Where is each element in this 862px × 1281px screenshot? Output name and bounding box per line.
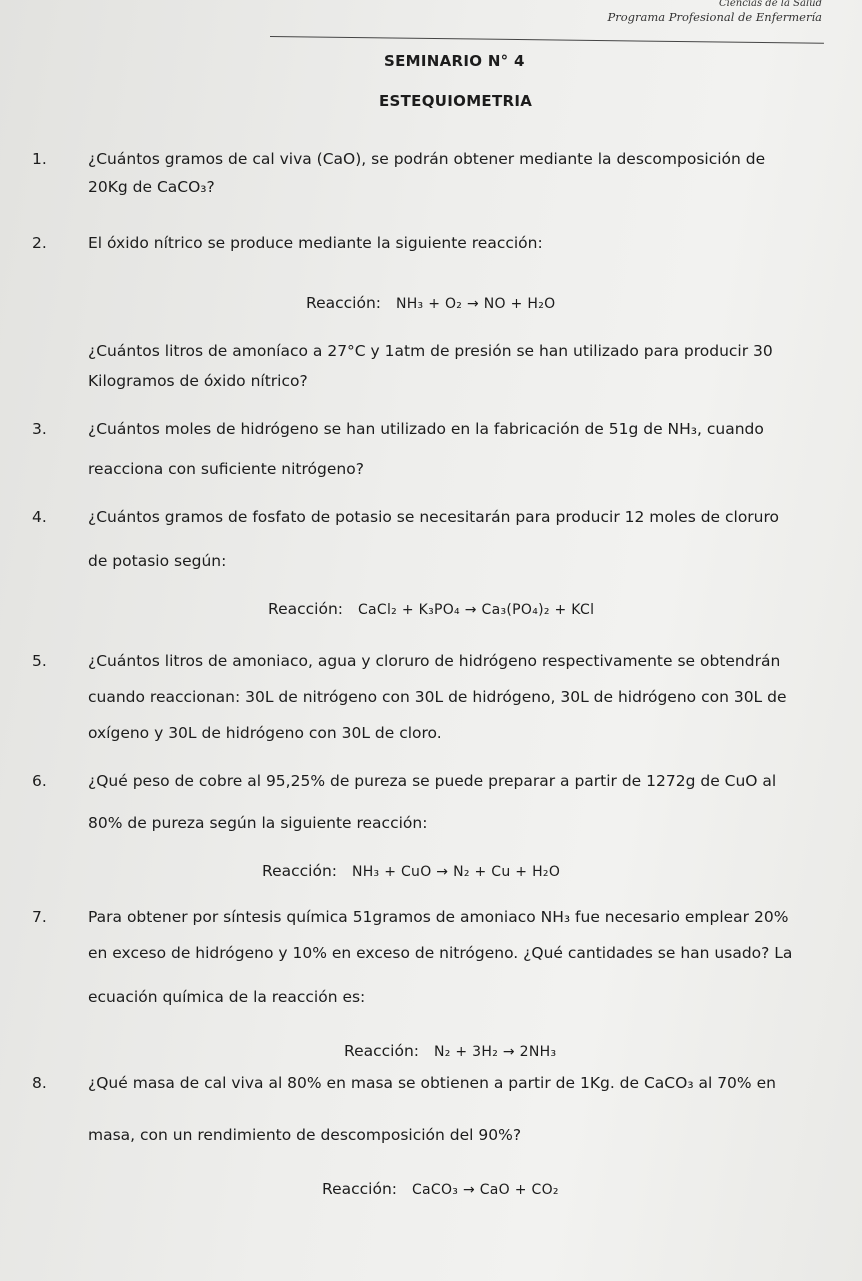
question-number: 4. [32,508,47,526]
question-line: Kilogramos de óxido nítrico? [88,372,308,390]
reaction-label: Reacción: [322,1180,397,1198]
reaction-label: Reacción: [306,294,381,312]
question-line: ¿Cuántos gramos de fosfato de potasio se necesitarán para producir 12 moles de cloruro [88,508,780,526]
question-line: masa, con un rendimiento de descomposición del 90%? [88,1126,522,1144]
question-line: reacciona con suficiente nitrógeno? [88,460,364,478]
question-line: cuando reaccionan: 30L de nitrógeno con 30L de hidrógeno, 30L de hidrógeno con 30L de [88,688,787,706]
program-header: Programa Profesional de Enfermería [607,10,822,24]
reaction-equation: N₂ + 3H₂ → 2NH₃ [433,1044,557,1060]
question-number: 1. [32,150,47,168]
reaction [262,862,560,880]
question-line: 80% de pureza según la siguiente reacción: [88,814,428,832]
reaction-equation: NH₃ + CuO → N₂ + Cu + H₂O [351,864,561,880]
question-line: ¿Cuántos litros de amoniaco, agua y cloruro de hidrógeno respectivamente se obtendrán [88,652,781,670]
reaction-equation: CaCO₃ → CaO + CO₂ [411,1182,559,1198]
reaction-equation: CaCl₂ + K₃PO₄ → Ca₃(PO₄)₂ + KCl [357,602,595,618]
question-line: ¿Qué peso de cobre al 95,25% de pureza se puede preparar a partir de 1272g de CuO al [88,772,777,790]
question-line: 20Kg de CaCO₃? [88,178,215,196]
reaction-label: Reacción: [262,862,337,880]
seminar-title: SEMINARIO N° 4 [384,52,525,70]
institution-header: Ciencias de la Salud [719,0,822,9]
question-number: 3. [32,420,47,438]
reaction [306,294,555,312]
reaction [268,600,594,618]
question-line: oxígeno y 30L de hidrógeno con 30L de cloro. [88,724,442,742]
question-number: 2. [32,234,47,252]
topic-title: ESTEQUIOMETRIA [379,92,533,110]
question-line: ¿Cuántos moles de hidrógeno se han utilizado en la fabricación de 51g de NH₃, cuando [88,420,764,438]
reaction [322,1180,559,1198]
question-line: ¿Cuántos litros de amoníaco a 27°C y 1atm de presión se han utilizado para producir 30 [88,342,773,360]
question-number: 8. [32,1074,47,1092]
reaction [344,1042,556,1060]
question-number: 6. [32,772,47,790]
question-line: ecuación química de la reacción es: [88,988,366,1006]
question-line: de potasio según: [88,552,227,570]
reaction-label: Reacción: [268,600,343,618]
question-line: El óxido nítrico se produce mediante la siguiente reacción: [88,234,543,252]
question-line: ¿Cuántos gramos de cal viva (CaO), se podrán obtener mediante la descomposición de [88,150,766,168]
question-line: Para obtener por síntesis química 51gramos de amoniaco NH₃ fue necesario emplear 20% [88,908,789,926]
reaction-equation: NH₃ + O₂ → NO + H₂O [395,296,556,312]
question-line: en exceso de hidrógeno y 10% en exceso de nitrógeno. ¿Qué cantidades se han usado? La [88,944,793,962]
header-divider [270,36,824,44]
question-number: 7. [32,908,47,926]
question-line: ¿Qué masa de cal viva al 80% en masa se obtienen a partir de 1Kg. de CaCO₃ al 70% en [88,1074,776,1092]
reaction-label: Reacción: [344,1042,419,1060]
question-number: 5. [32,652,47,670]
